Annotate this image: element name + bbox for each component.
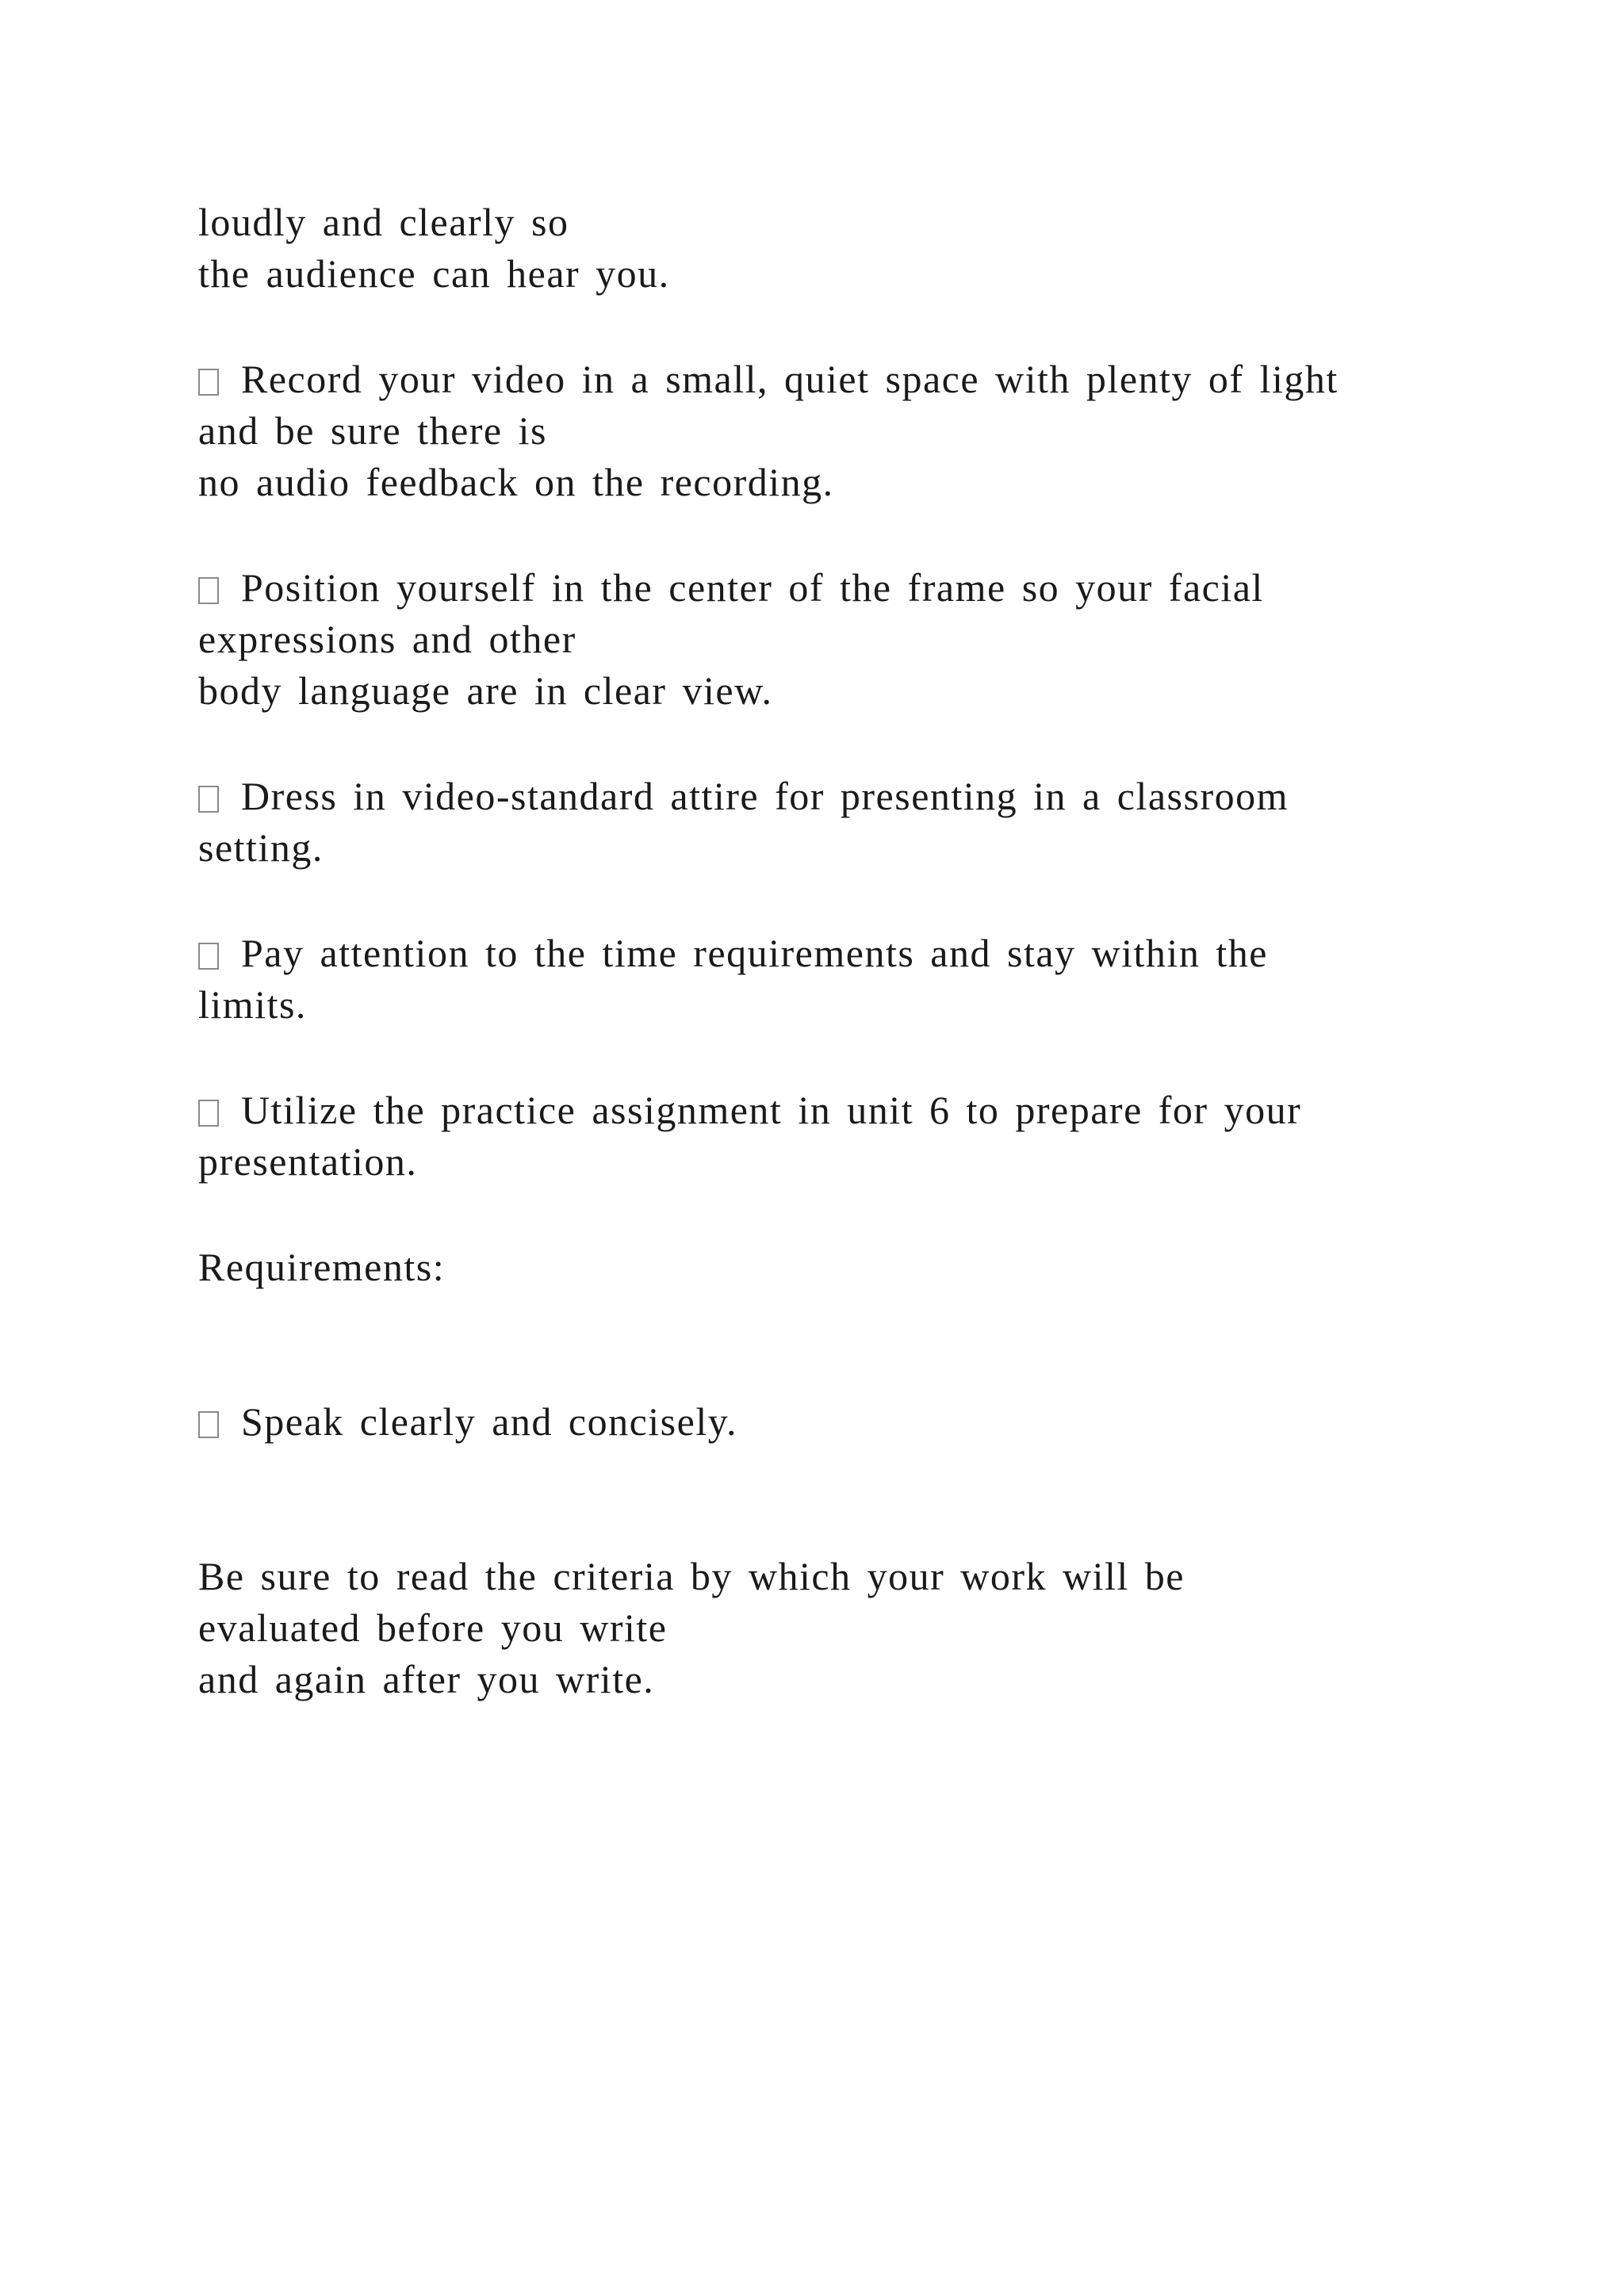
closing-paragraph	[198, 1551, 1499, 1705]
text-line: Be sure to read the criteria by which your work will be	[198, 1554, 1185, 1598]
text-line: loudly and clearly so	[198, 200, 569, 244]
box-glyph-icon	[198, 786, 219, 813]
bullet-item-dress	[198, 771, 1499, 874]
intro-paragraph	[198, 197, 1499, 300]
box-glyph-icon	[198, 1100, 219, 1127]
bullet-item-record	[198, 354, 1499, 508]
requirements-heading: Requirements:	[198, 1245, 446, 1289]
text-line: Position yourself in the center of the frame so your facial	[241, 565, 1264, 610]
text-line: Pay attention to the time requirements and stay within the	[241, 931, 1268, 975]
text-line: and again after you write.	[198, 1657, 655, 1701]
text-line: presentation.	[198, 1139, 418, 1184]
box-glyph-icon	[198, 577, 219, 604]
text-line: Speak clearly and concisely.	[241, 1399, 737, 1444]
bullet-item-time	[198, 928, 1499, 1031]
text-line: expressions and other	[198, 617, 576, 661]
text-line: no audio feedback on the recording.	[198, 460, 834, 504]
text-line: setting.	[198, 825, 324, 870]
bullet-item-speak	[198, 1396, 1499, 1448]
text-line: Dress in video-standard attire for presenting in a classroom	[241, 774, 1289, 818]
bullet-item-position	[198, 562, 1499, 717]
bullet-item-practice	[198, 1085, 1499, 1188]
text-line: Record your video in a small, quiet space with plenty of light	[241, 357, 1339, 401]
document-page	[198, 197, 1499, 1705]
box-glyph-icon	[198, 369, 219, 396]
text-line: limits.	[198, 982, 307, 1027]
text-line: evaluated before you write	[198, 1605, 668, 1650]
text-line: the audience can hear you.	[198, 251, 670, 296]
text-line: Utilize the practice assignment in unit 6 to prepare for your	[241, 1088, 1302, 1132]
box-glyph-icon	[198, 1411, 219, 1438]
box-glyph-icon	[198, 943, 219, 970]
text-line: body language are in clear view.	[198, 668, 773, 713]
text-line: and be sure there is	[198, 408, 547, 453]
